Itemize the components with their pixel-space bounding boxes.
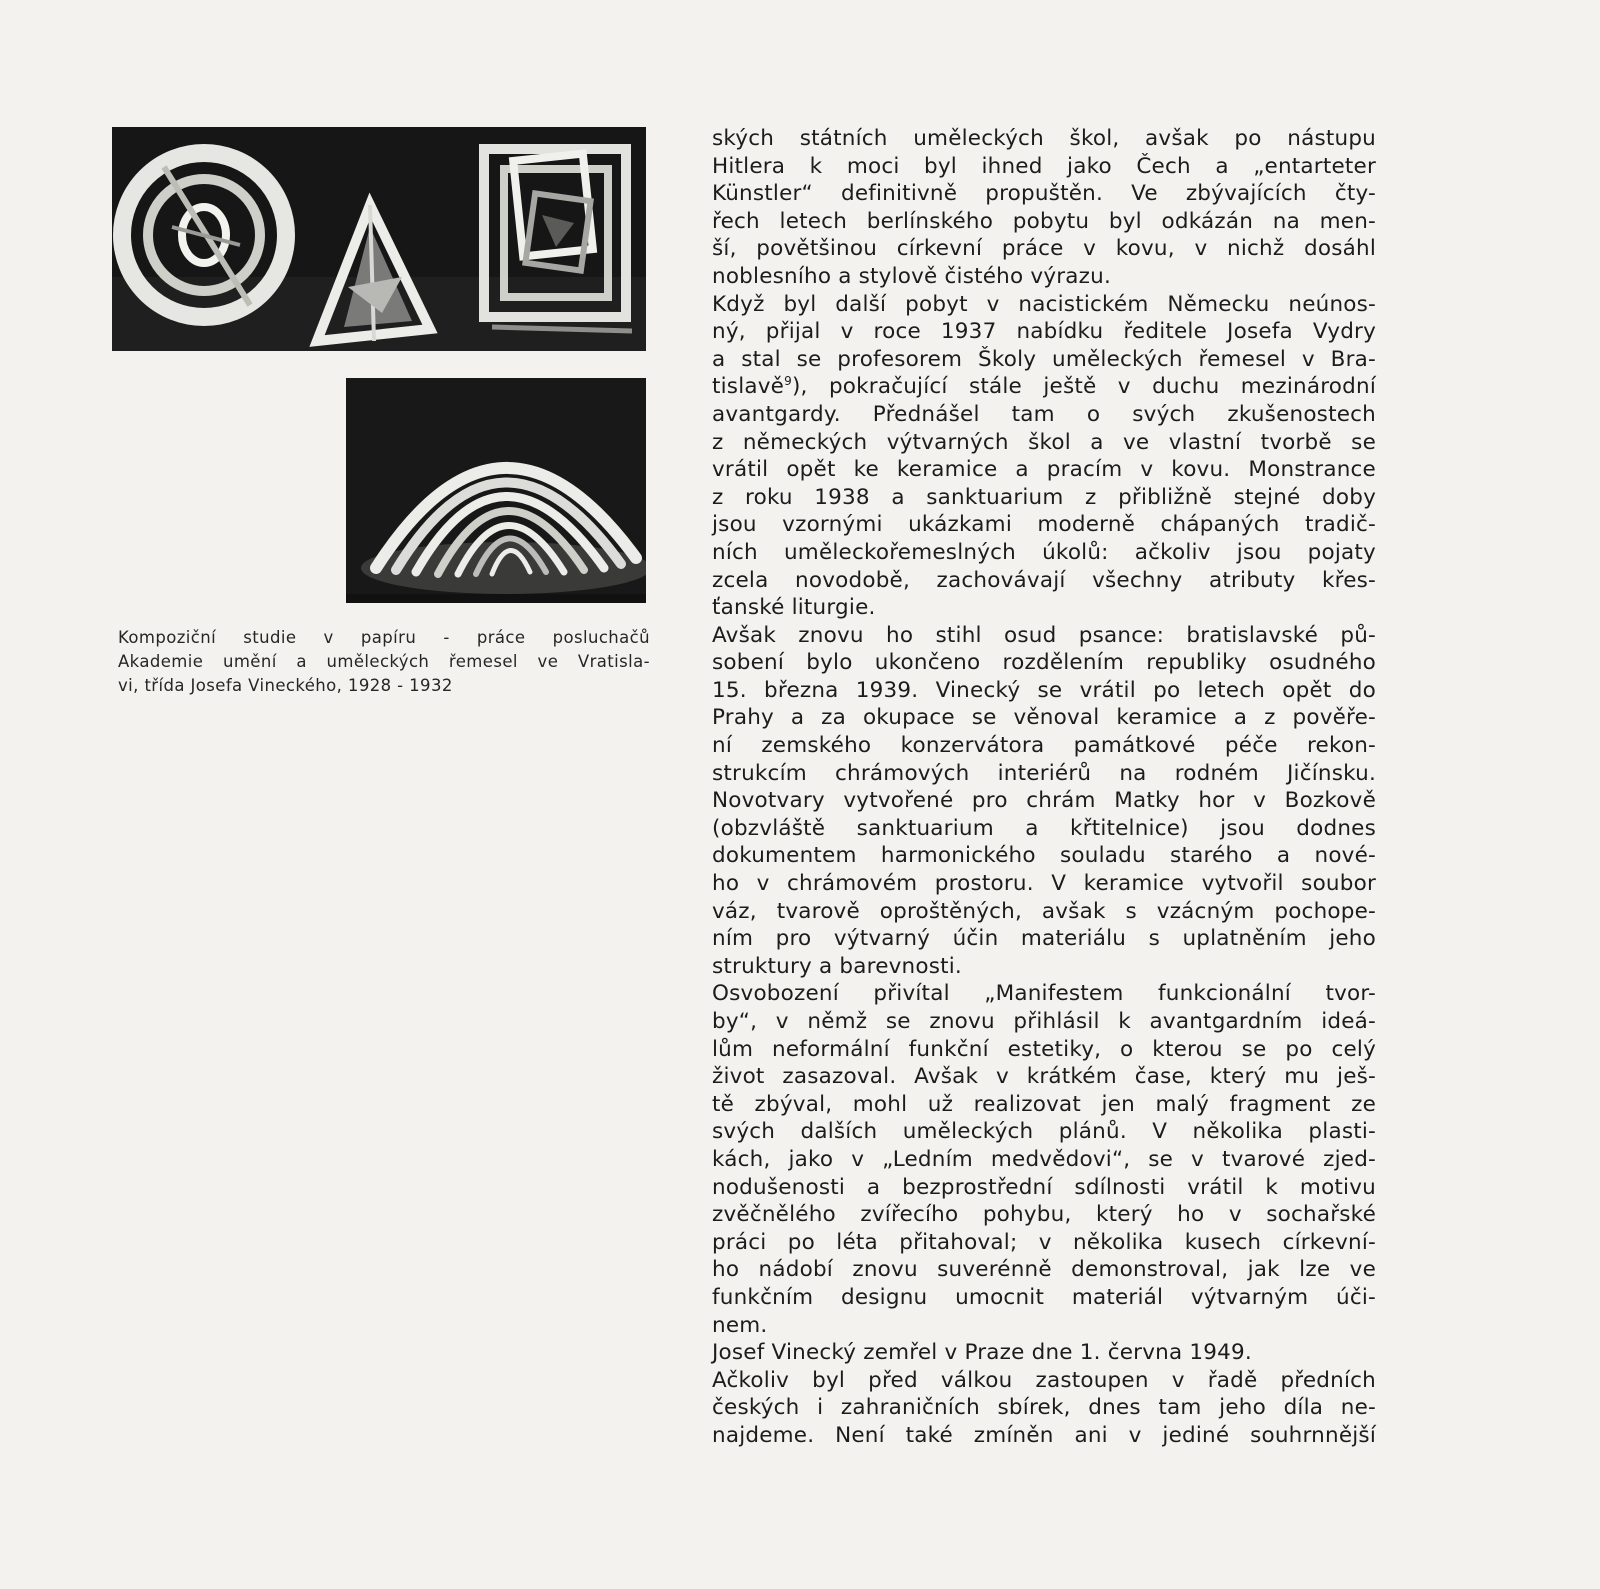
text-line: struktury a barevnosti.	[712, 953, 962, 979]
photo-bottom-drawing	[346, 378, 646, 603]
text-line: Künstler“ definitivně propuštěn. Ve zbývajících čty-	[712, 181, 1376, 207]
text-line: Novotvary vytvořené pro chrám Matky hor v Bozkově	[712, 788, 1376, 814]
text-line: váz, tvarově oproštěných, avšak s vzácným pochope-	[712, 898, 1376, 924]
text-line: Osvobození přivítal „Manifestem funkcionální tvor-	[712, 981, 1376, 1007]
text-line: sobení bylo ukončeno rozdělením republiky osudného	[712, 650, 1376, 676]
text-line: tě zbýval, mohl už realizovat jen malý fragment ze	[712, 1091, 1376, 1117]
photo-paper-sculptures-top	[112, 127, 646, 351]
text-line: práci po léta přitahoval; v několika kusech církevní-	[712, 1229, 1376, 1255]
text-line: ských státních uměleckých škol, avšak po nástupu	[712, 126, 1376, 151]
text-line: avantgardy. Přednášel tam o svých zkušenostech	[712, 401, 1376, 427]
text-line: ních uměleckořemeslných úkolů: ačkoliv jsou pojaty	[712, 539, 1376, 565]
text-line: ho v chrámovém prostoru. V keramice vytvořil soubor	[712, 871, 1376, 897]
text-line: lům neformální funkční estetiky, o kterou se po celý	[712, 1036, 1376, 1062]
text-line: strukcím chrámových interiérů na rodném Jičínsku.	[712, 760, 1376, 786]
text-line: řech letech berlínského pobytu byl odkázán na men-	[712, 208, 1376, 234]
text-line: Hitlera k moci byl ihned jako Čech a „entarteter	[712, 153, 1376, 179]
caption-line: Akademie umění a uměleckých řemesel ve Vratisla-	[118, 652, 650, 671]
caption-line: vi, třída Josefa Vineckého, 1928 - 1932	[118, 676, 453, 695]
text-line: z německých výtvarných škol a ve vlastní tvorbě se	[712, 429, 1376, 455]
text-line: ho nádobí znovu suverénně demonstroval, jak lze ve	[712, 1257, 1376, 1283]
text-fragment: tislavě	[712, 374, 785, 400]
text-line: kách, jako v „Ledním medvědovi“, se v tvarové zjed-	[712, 1146, 1376, 1172]
text-line: život zasazoval. Avšak v krátkém čase, který mu ješ-	[712, 1064, 1376, 1090]
text-line: 15. března 1939. Vinecký se vrátil po letech opět do	[712, 677, 1376, 703]
text-line: nodušenosti a bezprostřední sdílnosti vrátil k motivu	[712, 1174, 1376, 1200]
photo-paper-dome-bottom	[346, 378, 646, 603]
text-line: by“, v němž se znovu přihlásil k avantgardním ideá-	[712, 1009, 1376, 1034]
caption-line: Kompoziční studie v papíru - práce posluchačů	[118, 628, 650, 647]
text-line: ný, přijal v roce 1937 nabídku ředitele Josefa Vydry	[712, 319, 1376, 345]
body-text-column	[712, 125, 1376, 1450]
ring-sculpture	[122, 153, 286, 317]
text-line: ší, povětšinou církevní práce v kovu, v nichž dosáhl	[712, 236, 1376, 262]
footnote-mark: 9	[784, 374, 792, 389]
text-line: Když byl další pobyt v nacistickém Německu neúnos-	[712, 291, 1376, 317]
text-line: ťanské liturgie.	[712, 595, 876, 621]
text-line: ním pro výtvarný účin materiálu s uplatněním jeho	[712, 926, 1376, 952]
text-line: a stal se profesorem Školy uměleckých řemesel v Bra-	[712, 346, 1376, 372]
text-line-with-footnote	[712, 373, 1376, 401]
photo-top-drawing	[112, 127, 646, 351]
text-line: funkčním designu umocnit materiál výtvarným úči-	[712, 1284, 1376, 1310]
text-line: (obzvláště sanktuarium a křtitelnice) jsou dodnes	[712, 815, 1376, 841]
text-line: noblesního a stylově čistého výrazu.	[712, 263, 1111, 289]
text-line: ní zemského konzervátora památkové péče rekon-	[712, 733, 1376, 759]
text-line: dokumentem harmonického souladu starého a nové-	[712, 843, 1376, 869]
text-line: svých dalších uměleckých plánů. V několika plasti-	[712, 1119, 1376, 1145]
text-line: zcela novodobě, zachovávají všechny atributy křes-	[712, 567, 1376, 593]
text-line: zvěčnělého zvířecího pohybu, který ho v sochařské	[712, 1202, 1376, 1228]
text-line: českých i zahraničních sbírek, dnes tam jeho díla ne-	[712, 1395, 1376, 1421]
text-line: Josef Vinecký zemřel v Praze dne 1. června 1949.	[712, 1340, 1252, 1366]
text-line: Avšak znovu ho stihl osud psance: bratislavské pů-	[712, 622, 1376, 648]
figure-caption	[118, 626, 650, 698]
text-line: najdeme. Není také zmíněn ani v jediné souhrnnější	[712, 1422, 1376, 1448]
text-line: vrátil opět ke keramice a pracím v kovu. Monstrance	[712, 457, 1376, 483]
text-line: Ačkoliv byl před válkou zastoupen v řadě předních	[712, 1367, 1376, 1393]
text-line: nem.	[712, 1312, 768, 1338]
text-line: z roku 1938 a sanktuarium z přibližně stejné doby	[712, 484, 1376, 510]
text-line: jsou vzornými ukázkami moderně chápaných tradič-	[712, 512, 1376, 538]
text-fragment: ), pokračující stále ještě v duchu mezinárodní	[791, 374, 1376, 400]
text-line: Prahy a za okupace se věnoval keramice a z pověře-	[712, 705, 1376, 731]
